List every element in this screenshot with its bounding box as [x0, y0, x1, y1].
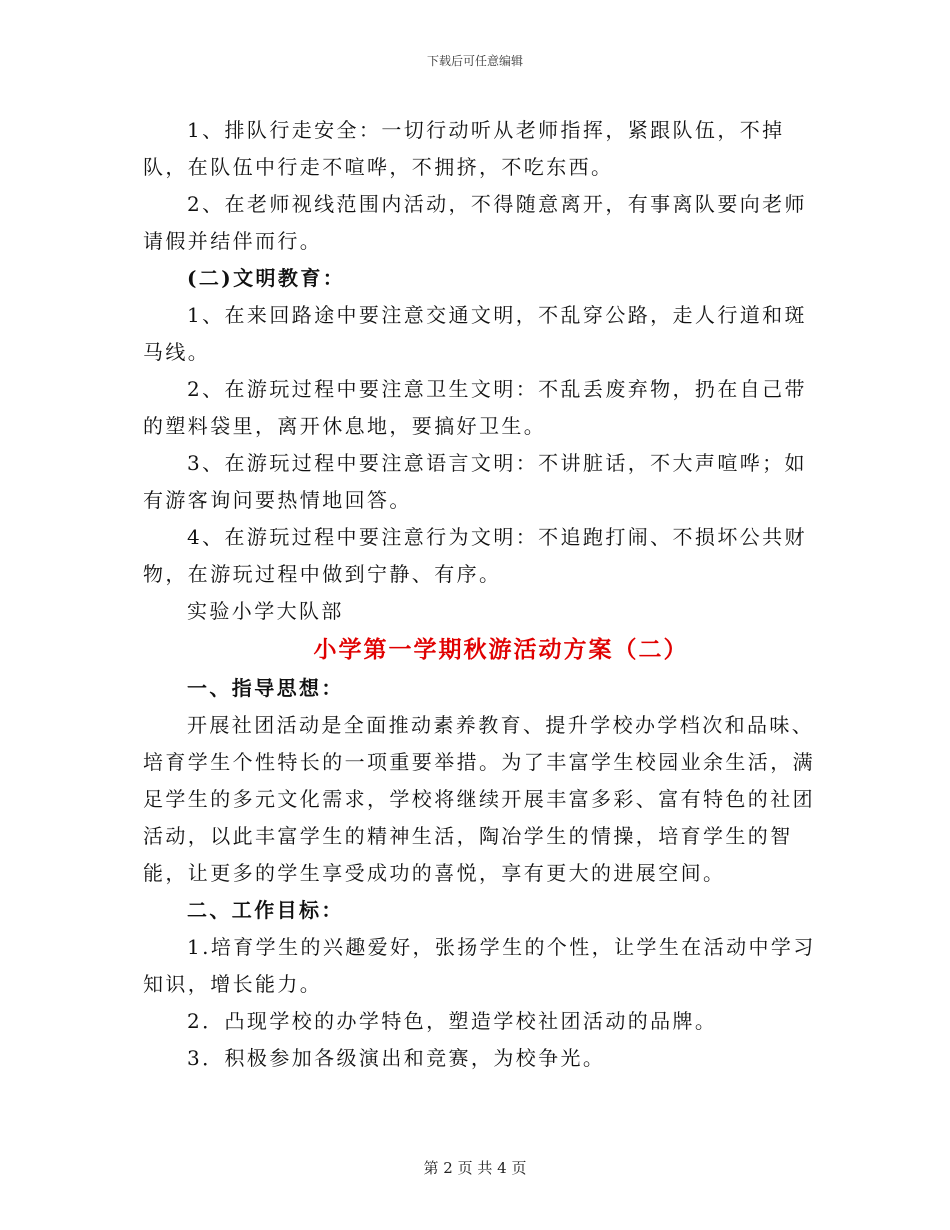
- document-title: 小学第一学期秋游活动方案（二）: [313, 636, 689, 663]
- heading-guiding-ideology: 一、指导思想：: [187, 676, 344, 700]
- heading-work-goals: 二、工作目标：: [187, 898, 344, 922]
- paragraph-behavior-civility: 4、在游玩过程中要注意行为文明：不追跑打闹、不损坏公共财物，在游玩过程中做到宁静、有序。: [143, 525, 807, 586]
- paragraph-language-civility: 3、在游玩过程中要注意语言文明：不讲脏话，不大声喧哗；如有游客询问要热情地回答。: [143, 451, 807, 512]
- paragraph-goal-2: 2．凸现学校的办学特色，塑造学校社团活动的品牌。: [187, 1009, 718, 1033]
- page-header: 下载后可任意编辑: [426, 54, 523, 68]
- paragraph-queue-safety: 1、排队行走安全：一切行动听从老师指挥，紧跟队伍，不掉队，在队伍中行走不喧哗，不拥挤，不吃东西。: [143, 118, 785, 179]
- paragraph-goal-3: 3．积极参加各级演出和竞赛，为校争光。: [187, 1046, 606, 1070]
- paragraph-stay-in-sight: 2、在老师视线范围内活动，不得随意离开，有事离队要向老师请假并结伴而行。: [143, 192, 807, 253]
- paragraph-hygiene-civility: 2、在游玩过程中要注意卫生文明：不乱丢废弃物，扔在自己带的塑料袋里，离开休息地，要搞好卫生。: [143, 377, 807, 438]
- heading-civility-education: (二)文明教育：: [187, 266, 346, 290]
- paragraph-traffic-civility: 1、在来回路途中要注意交通文明，不乱穿公路，走人行道和斑马线。: [143, 303, 807, 364]
- signature-brigade: 实验小学大队部: [187, 599, 344, 623]
- paragraph-guiding-ideology: 开展社团活动是全面推动素养教育、提升学校办学档次和品味、培育学生个性特长的一项重要举措。为了丰富学生校园业余生活，满足学生的多元文化需求，学校将继续开展丰富多彩、富有特色的社团活动，以此丰富学生的精神生活，陶冶学生的情操，培育学生的智能，让更多的学生享受成功的喜悦，享有更大的进展空间。: [143, 713, 815, 885]
- document-body: [143, 112, 823, 1077]
- page-footer: 第 2 页 共 4 页: [423, 1159, 527, 1177]
- paragraph-goal-1: 1.培育学生的兴趣爱好，张扬学生的个性，让学生在活动中学习知识，增长能力。: [143, 935, 816, 996]
